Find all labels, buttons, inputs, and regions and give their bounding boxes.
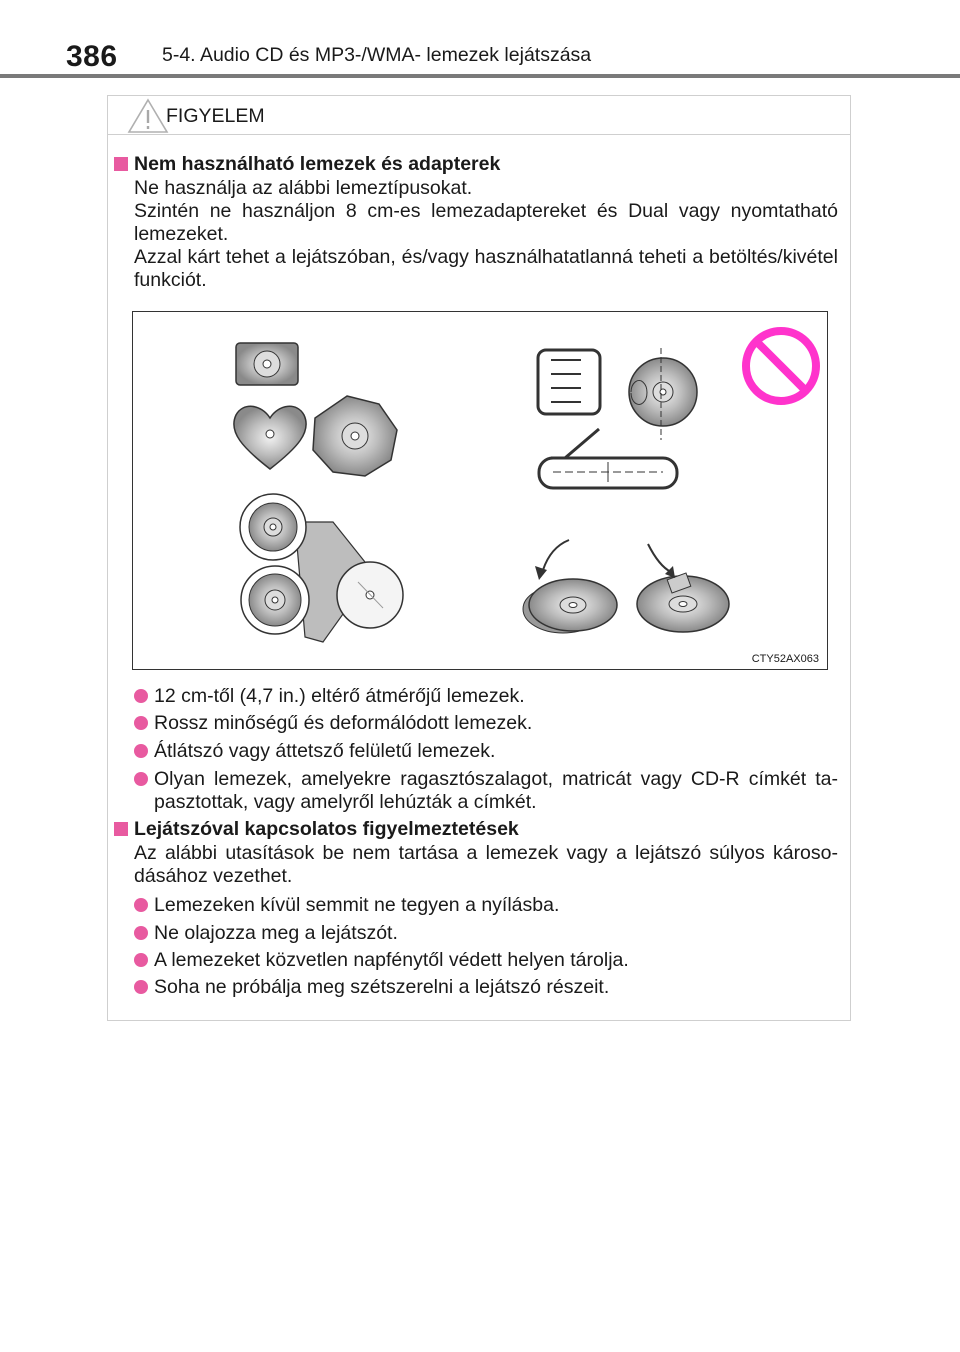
polygon-disc [313,396,397,476]
disc-illustration-drawing [133,312,827,669]
bullet-dot [134,898,148,912]
header-rule [0,74,960,78]
paragraph: Szintén ne használjon 8 cm-es lemezadaptereket és Dual vagy nyomtatható lemezeket. [134,200,838,245]
square-disc [236,343,298,385]
prohibition-icon [746,331,816,401]
list-item: Lemezeken kívül semmit ne tegyen a nyílásba. [134,894,838,917]
list-item: Ne olajozza meg a lejátszót. [134,922,838,945]
dual-disc [538,348,697,488]
heart-disc [234,406,306,469]
list-item: Soha ne próbálja meg szétszerelni a lejátszó részeit. [134,976,838,999]
paragraph: Azzal kárt tehet a lejátszóban, és/vagy használhatatlanná teheti a betöltés/kivétel funkciót. [134,246,838,291]
warning-header [108,96,850,135]
list-item: Átlátszó vagy áttetsző felületű lemezek. [134,740,838,763]
bullet-dot [134,772,148,786]
bullet-dot [134,926,148,940]
list-item: A lemezeket közvetlen napfénytől védett helyen tárolja. [134,949,838,972]
section-heading-discs: Nem használható lemezek és adapterek [134,153,501,175]
figure-code: CTY52AX063 [751,653,819,665]
paragraph: Ne használja az alábbi lemeztípusokat. [134,177,473,199]
bullet-dot [134,744,148,758]
paragraph: Az alábbi utasítások be nem tartása a lemezek vagy a lejátszó súlyos károsodásához vezethet. [134,842,838,887]
list-item: Rossz minőségű és deformálódott lemezek. [134,712,838,735]
section-marker [114,157,128,171]
bullet-dot [134,716,148,730]
section-marker [114,822,128,836]
page-header [0,0,960,80]
warning-title: FIGYELEM [166,105,265,127]
chapter-title: 5-4. Audio CD és MP3-/WMA- lemezek lejátszása [162,44,592,66]
bullet-dot [134,689,148,703]
bullet-dot [134,953,148,967]
peeled-label-disc [523,540,617,633]
warning-triangle-icon [126,97,170,135]
adapter-discs [240,494,403,642]
disc-illustration [132,311,828,670]
page-number: 386 [66,40,118,73]
list-item: 12 cm-től (4,7 in.) eltérő átmérőjű lemezek. [134,685,838,708]
section-heading-player: Lejátszóval kapcsolatos figyelmeztetések [134,818,519,840]
list-item: Olyan lemezek, amelyekre ragasztószalagot, matricát vagy CD-R címkét tapasztottak, vagy amelyről lehúzták a címkét. [134,768,838,813]
bullet-dot [134,980,148,994]
sticker-disc [637,544,729,632]
